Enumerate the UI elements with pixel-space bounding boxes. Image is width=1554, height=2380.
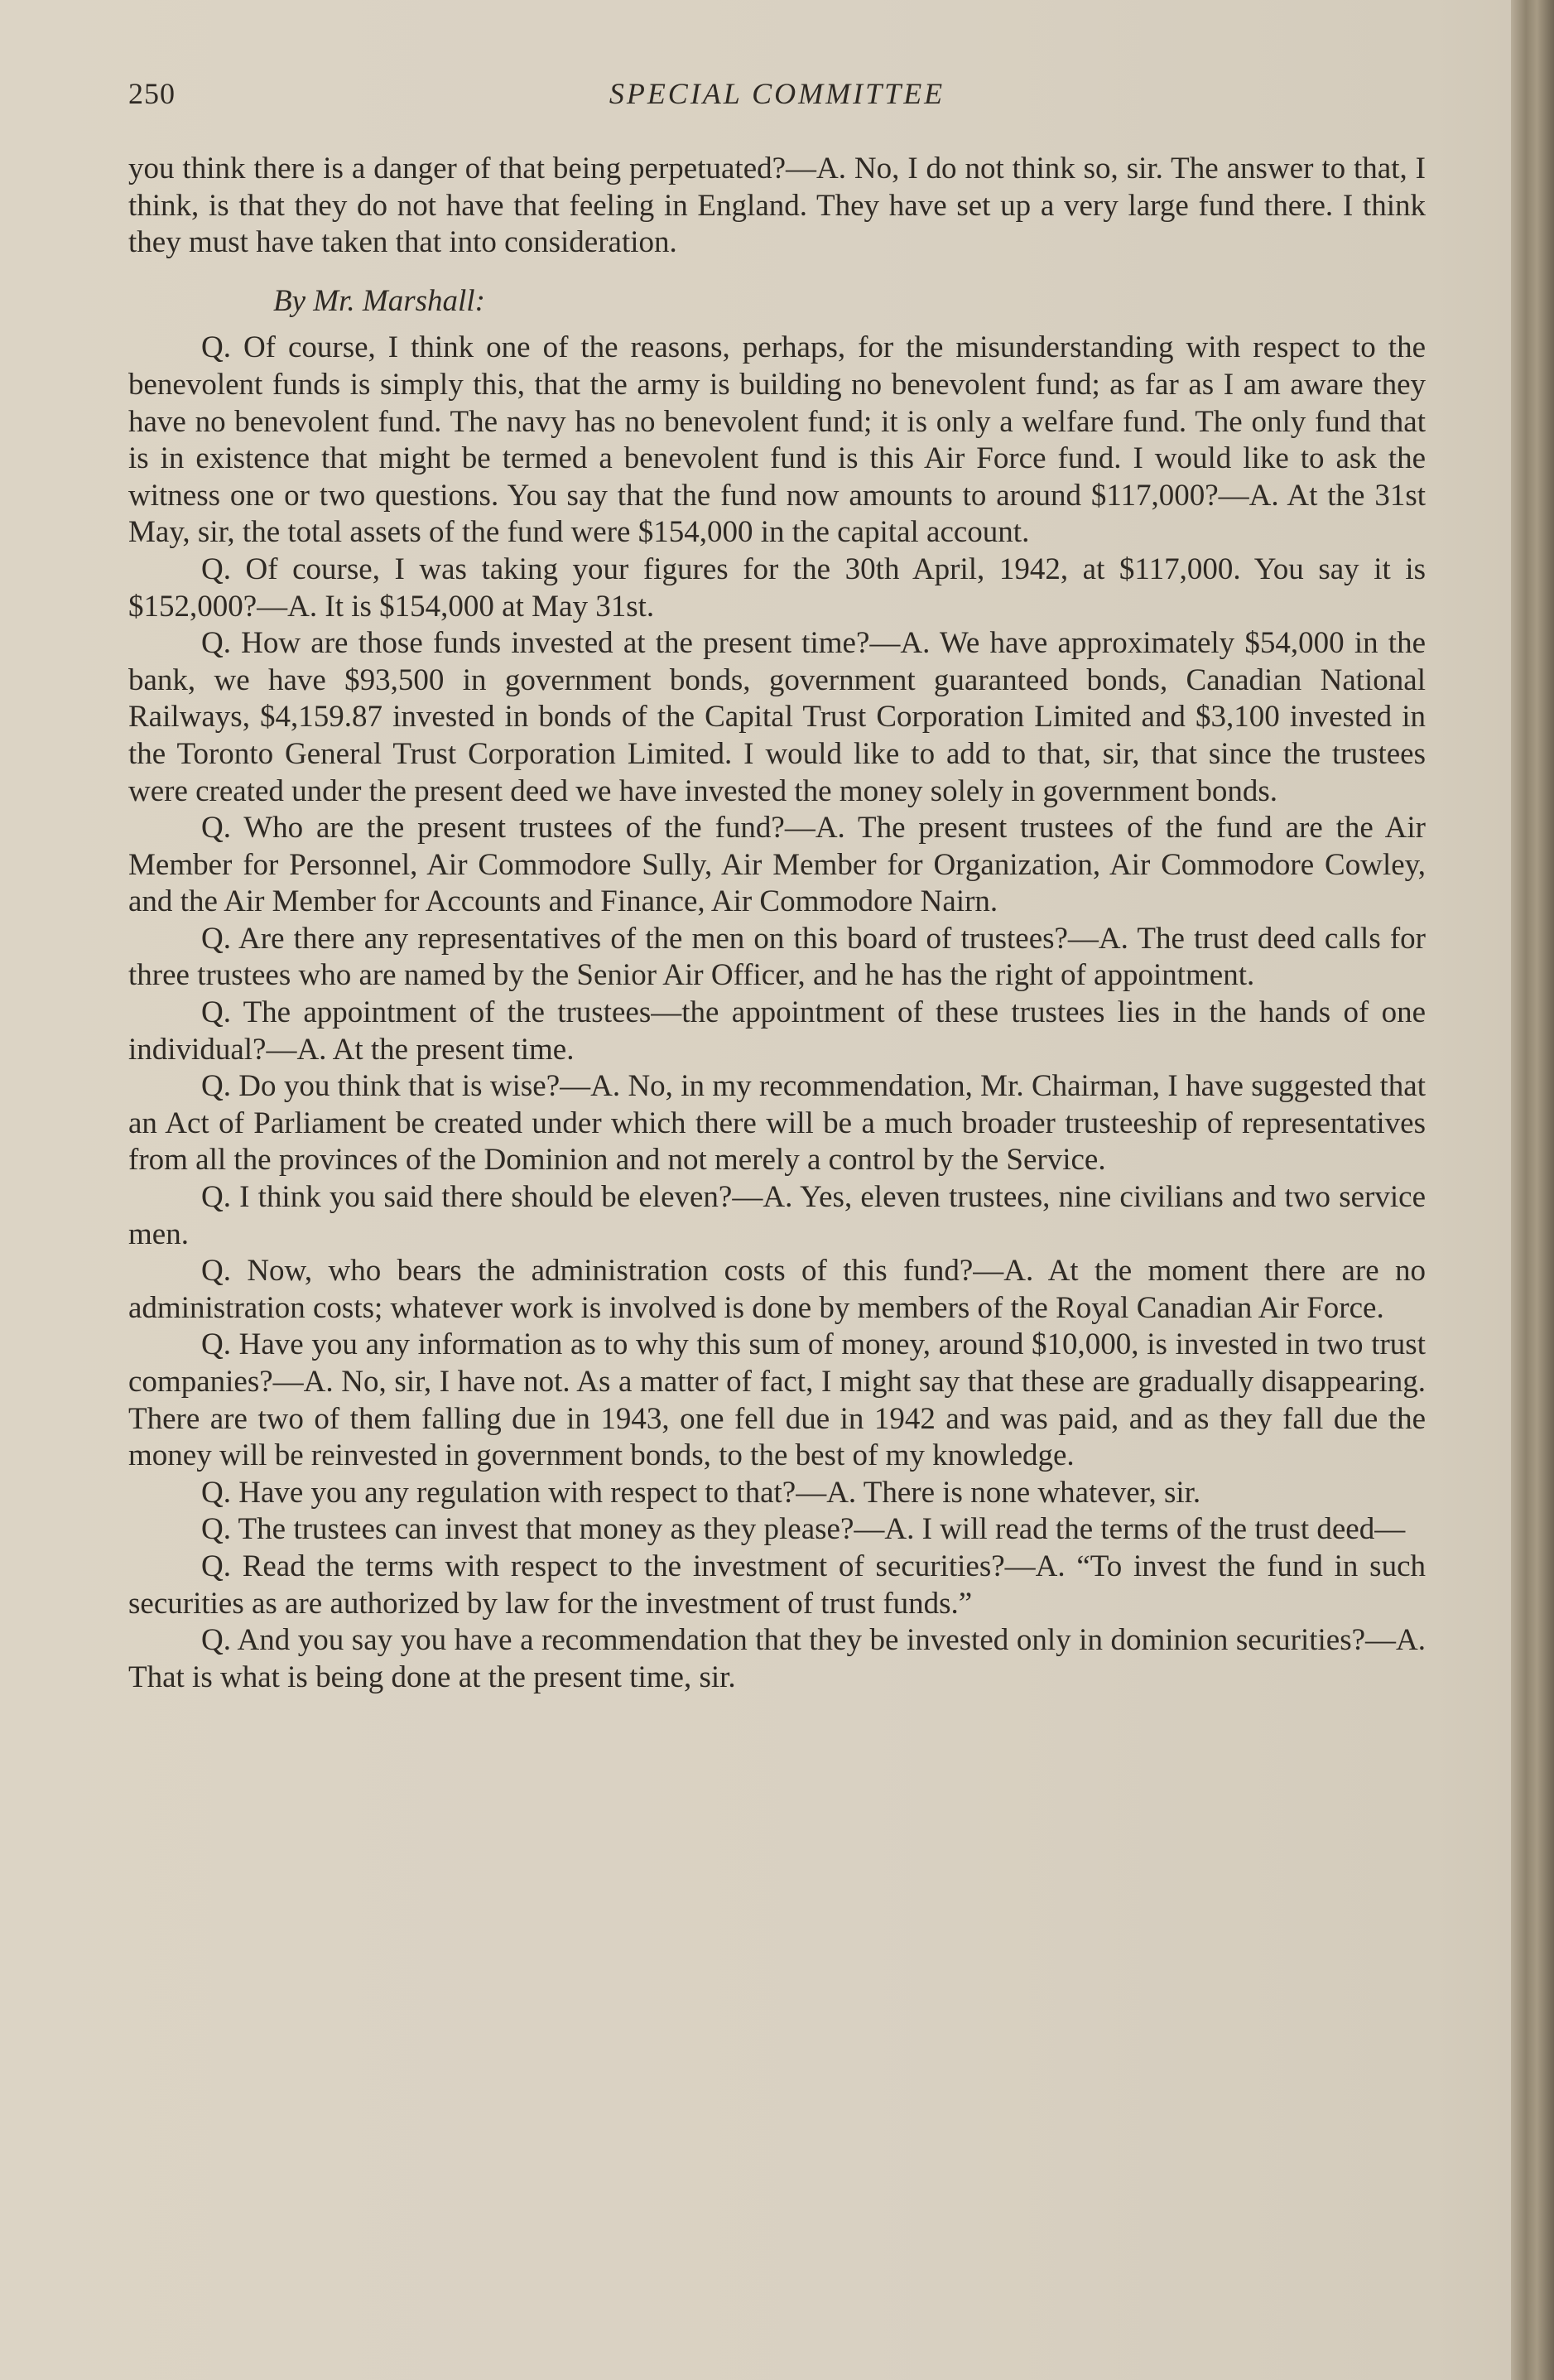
question-paragraph: Q. Of course, I think one of the reasons, perhaps, for the misunderstanding with respect to the benevolent funds is simply this, that the army is building no benevolent fund; as far as I am aware they have no benevolent fund. The navy has no benevolent fund; it is only a welfare fund. The only fund that is in existence that might be termed a benevolent fund is this Air Force fund. I would like to ask the witness one or two questions. You say that the fund now amounts to around $117,000?—A. At the 31st May, sir, the total assets of the fund were $154,000 in the capital account. [128,330,1426,550]
question-paragraph: Q. Have you any information as to why this sum of money, around $10,000, is invested in two trust companies?—A. No, sir, I have not. As a matter of fact, I might say that these are gradually disappearing. There are two of them falling due in 1943, one fell due in 1942 and was paid, and as they fall due the money will be reinvested in government bonds, to the best of my knowledge. [128,1327,1426,1473]
question-paragraph: Q. Who are the present trustees of the fund?—A. The present trustees of the fund are the Air Member for Personnel, Air Commodore Sully, Air Member for Organization, Air Commodore Cowley, and the Air Member for Accounts and Finance, Air Commodore Nairn. [128,811,1426,919]
binding-gutter [1511,0,1554,2380]
question-paragraph: Q. Are there any representatives of the men on this board of trustees?—A. The trust deed calls for three trustees who are named by the Senior Air Officer, and he has the right of appointment. [128,921,1426,993]
body-text [128,151,1426,1696]
question-paragraph: Q. The trustees can invest that money as they please?—A. I will read the terms of the trust deed— [201,1512,1406,1547]
running-head: SPECIAL COMMITTEE [609,77,945,110]
question-paragraph: Q. Now, who bears the administration costs of this fund?—A. At the moment there are no administration costs; whatever work is involved is done by members of the Royal Canadian Air Force. [128,1254,1426,1325]
paragraph-continuation: you think there is a danger of that being perpetuated?—A. No, I do not think so, sir. The answer to that, I think, is that they do not have that feeling in England. They have set up a very large fund there. I think they must have taken that into consideration. [128,152,1426,260]
page-number: 250 [128,77,176,110]
question-paragraph: Q. I think you said there should be eleven?—A. Yes, eleven trustees, nine civilians and two service men. [128,1180,1426,1251]
question-paragraph: Q. Of course, I was taking your figures for the 30th April, 1942, at $117,000. You say it is $152,000?—A. It is $154,000 at May 31st. [128,552,1426,624]
speaker-heading: By Mr. Marshall: [273,283,485,318]
page-header [128,76,1426,118]
question-paragraph: Q. The appointment of the trustees—the appointment of these trustees lies in the hands of one individual?—A. At the present time. [128,995,1426,1067]
question-paragraph: Q. Read the terms with respect to the investment of securities?—A. “To invest the fund in such securities as are authorized by law for the investment of trust funds.” [128,1549,1426,1621]
question-paragraph: Q. How are those funds invested at the present time?—A. We have approximately $54,000 in the bank, we have $93,500 in government bonds, government guaranteed bonds, Canadian National Railways, $4,159.87 invested in bonds of the Capital Trust Corporation Limited and $3,100 invested in the Toronto General Trust Corporation Limited. I would like to add to that, sir, that since the trustees were created under the present deed we have invested the money solely in government bonds. [128,626,1426,808]
question-paragraph: Q. Do you think that is wise?—A. No, in my recommendation, Mr. Chairman, I have suggested that an Act of Parliament be created under which there will be a much broader trusteeship of representatives from all the provinces of the Dominion and not merely a control by the Service. [128,1069,1426,1178]
question-paragraph: Q. Have you any regulation with respect to that?—A. There is none whatever, sir. [201,1475,1201,1510]
question-paragraph: Q. And you say you have a recommendation that they be invested only in dominion securities?—A. That is what is being done at the present time, sir. [128,1623,1426,1694]
